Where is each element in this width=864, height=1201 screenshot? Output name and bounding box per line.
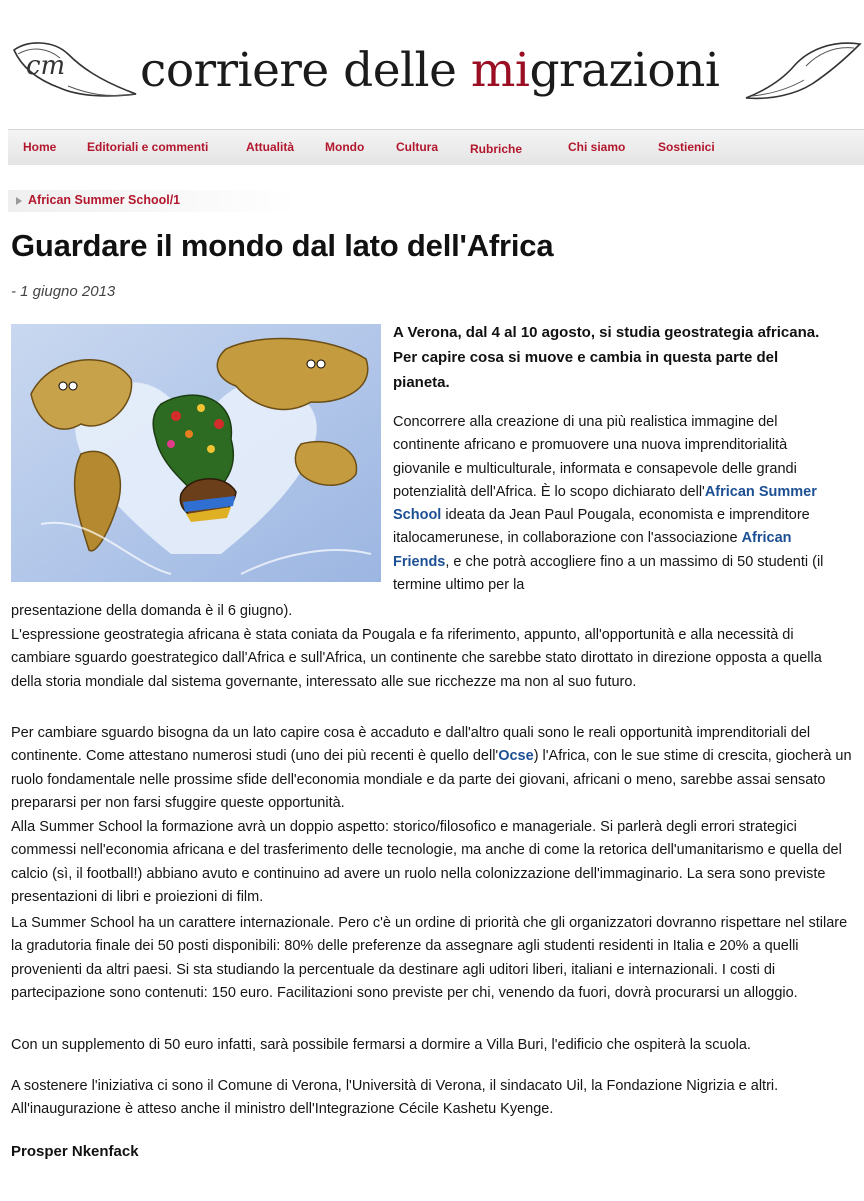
paragraph-1-text-c: , e che potrà accogliere fino a un massimo di 50 studenti (il termine ultimo per la	[393, 553, 824, 594]
paragraph-3-text-b: ) l'Africa, con le sue stime di crescita, giocherà un ruolo fondamentale nelle prossime sfide dell'economia mondiale e da parte dei giovani, africani o meno, sarebbe assai sensato prepararsi per non farsi sfuggire queste opportunità.	[11, 748, 852, 811]
breadcrumb-arrow-icon	[16, 197, 22, 205]
nav-cultura[interactable]: Cultura	[396, 140, 438, 154]
site-title-accent: mi	[470, 43, 530, 98]
article-date: - 1 giugno 2013	[11, 283, 116, 300]
site-title-part2: grazioni	[529, 43, 720, 98]
article-title: Guardare il mondo dal lato dell'Africa	[11, 228, 554, 263]
article-paragraph-2: L'espressione geostrategia africana è stata coniata da Pougala e fa riferimento, appunto, all'opportunità e alla necessità di cambiare sguardo goestrategico dall'Africa e sull'Africa, un continente che sarebbe stato dirottato in direzione opposta a quella della storia mondiale dal sistema governante, interessato alle sue ricchezze ma non al suo futuro.	[11, 627, 822, 690]
nav-rubriche[interactable]: Rubriche	[470, 142, 523, 156]
site-title-part1: corriere delle	[140, 43, 471, 98]
link-ocse[interactable]: Ocse	[498, 748, 534, 765]
article-illustration	[11, 324, 381, 582]
article-paragraph-3	[11, 722, 856, 815]
link-african-friends[interactable]: African Friends	[393, 530, 792, 570]
breadcrumb-link[interactable]: African Summer School/1	[28, 193, 181, 207]
nav-editoriali[interactable]: Editoriali e commenti	[87, 140, 209, 154]
logo-bird-left[interactable]	[8, 36, 143, 108]
paragraph-3-text-a: Per cambiare sguardo bisogna da un lato capire cosa è accaduto e dall'altro quali sono le reali opportunità imprenditoriali del continente. Come attestano numerosi studi (uno dei più recenti è quello dell'	[11, 725, 811, 765]
nav-home[interactable]: Home	[23, 140, 57, 154]
logo-bird-right	[742, 36, 864, 108]
article-paragraph-6: Con un supplemento di 50 euro infatti, sarà possibile fermarsi a dormire a Villa Buri, l'edificio che ospiterà la scuola.	[11, 1037, 751, 1053]
nav-mondo[interactable]: Mondo	[325, 140, 365, 154]
article-paragraph-5: La Summer School ha un carattere internazionale. Pero c'è un ordine di priorità che gli organizzatori dovranno rispettare nel stilare la gradutoria finale dei 50 posti disponibili: 80% delle preferenze da assegnare agli studenti residenti in Italia e 20% a quelli provenienti da altri paesi. Si sta studiando la percentuale da destinare agli uditori liberi, italiani e internazionali. I costi di partecipazione sono contenuti: 150 euro. Facilitazioni sono previste per chi, venendo da fuori, dovrà procurarsi un alloggio.	[11, 915, 848, 1001]
article-paragraph-4: Alla Summer School la formazione avrà un doppio aspetto: storico/filosofico e manageriale. Si parlerà degli errori strategici commessi nell'economia africana e del trasferimento delle tecnologie, ma anche di come la retorica dell'umanitarismo e quella del calcio (sì, il football!) abbiano avuto e continuino ad avere un ruolo nella colonizzazione dell'immaginario. La sera sono previste presentazioni di libri e proiezioni di film.	[11, 819, 842, 905]
site-title[interactable]	[140, 40, 750, 102]
paragraph-1-text-b: ideata da Jean Paul Pougala, economista e imprenditore italocamerunese, in collaborazione con l'associazione	[393, 507, 810, 547]
link-african-summer-school[interactable]: African Summer School	[393, 483, 817, 524]
masthead	[0, 0, 864, 125]
article-paragraph-1	[393, 411, 838, 597]
nav-attualita[interactable]: Attualità	[246, 140, 294, 154]
breadcrumb	[8, 190, 298, 212]
logo-text: cm	[26, 51, 66, 81]
article-paragraph-1-tail: presentazione della domanda è il 6 giugno).	[11, 603, 293, 619]
nav-chi-siamo[interactable]: Chi siamo	[568, 140, 626, 154]
article-lead: A Verona, dal 4 al 10 agosto, si studia geostrategia africana. Per capire cosa si muove e cambia in questa parte del pianeta.	[393, 324, 820, 391]
main-navigation	[8, 129, 864, 165]
paragraph-1-text-a: Concorrere alla creazione di una più realistica immagine del continente africano e promuovere una nuova imprenditorialità giovanile e multiculturale, informata e consapevole delle grandi potenzialità dell'Africa. È lo scopo dichiarato dell'	[393, 414, 797, 500]
article-author: Prosper Nkenfack	[11, 1143, 139, 1160]
nav-sostienici[interactable]: Sostienici	[658, 140, 715, 154]
article-paragraph-7: A sostenere l'iniziativa ci sono il Comune di Verona, l'Università di Verona, il sindacato Uil, la Fondazione Nigrizia e altri. All'inaugurazione è atteso anche il ministro dell'Integrazione Cécile Kashetu Kyenge.	[11, 1078, 779, 1118]
